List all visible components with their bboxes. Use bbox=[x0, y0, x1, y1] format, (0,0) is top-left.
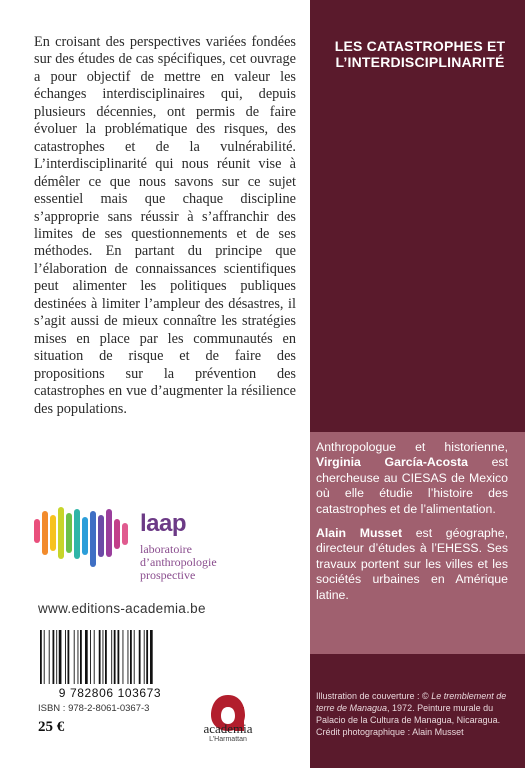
book-title bbox=[327, 38, 513, 70]
laap-logo-icon bbox=[32, 505, 132, 571]
author-bios bbox=[316, 440, 508, 612]
laap-name: laap bbox=[140, 510, 187, 537]
back-cover-blurb: En croisant des perspectives variées fondées sur des études de cas spécifiques, cet ouvrage a pour objectif de mettre en valeur les échanges interdisciplinaires qui, depuis plusieurs décennies, ont permis de faire évoluer la problématique des risques, des catastrophes et de la vulnérabilité. L’interdisciplinarité qui nous réunit vise à démêler ce que nous savons sur ce sujet essentiel mais que chaque discipline s’approprie sans réussir à s’affranchir des limites de ses questionnements et de ses méthodes. En partant du principe que l’élaboration de connaissances scientifiques peut alimenter les politiques publiques destinées à limiter l’ampleur des désastres, il s’agit aussi de mieux connaître les stratégies mises en place par les communautés en situation de risque et de faire des propositions sur la prévention des catastrophes en vue d’augmenter la résilience des populations. bbox=[34, 34, 296, 417]
isbn: ISBN : 978-2-8061-0367-3 bbox=[38, 703, 150, 714]
author-bio-garcia: Anthropologue et historienne, Virginia García-Acosta est chercheuse au CIESAS de Mexico où elle étudie l’histoire des catastrophes et de l’alimentation. bbox=[316, 440, 508, 516]
publisher-website[interactable]: www.editions-academia.be bbox=[38, 601, 206, 616]
publisher-subtitle: L’Harmattan bbox=[209, 736, 247, 743]
author-bio-musset: Alain Musset est géographe, directeur d’études à l’EHESS. Ses travaux portent sur les villes et les sociétés urbaines en Amérique latine. bbox=[316, 526, 508, 602]
illustration-credit: Illustration de couverture : © Le tremblement de terre de Managua, 1972. Peinture murale du Palacio de la Cultura de Managua, Nicaragua. Crédit photographique : Alain Musset bbox=[316, 691, 507, 737]
laap-description: laboratoire d’anthropologie prospective bbox=[140, 542, 217, 582]
title-line-1: LES CATASTROPHES ET bbox=[334, 38, 506, 54]
author-name-garcia: Virginia García-Acosta bbox=[316, 455, 468, 470]
author-name-musset: Alain Musset bbox=[316, 526, 403, 541]
credit-artwork-title: Le tremblement de terre de Managua bbox=[316, 691, 507, 713]
title-line-2: L’INTERDISCIPLINARITÉ bbox=[335, 54, 505, 70]
publisher-name: academia bbox=[203, 721, 253, 736]
barcode-number: 9 782806 103673 bbox=[58, 686, 162, 700]
price: 25 € bbox=[38, 719, 65, 735]
barcode-icon bbox=[38, 630, 182, 688]
